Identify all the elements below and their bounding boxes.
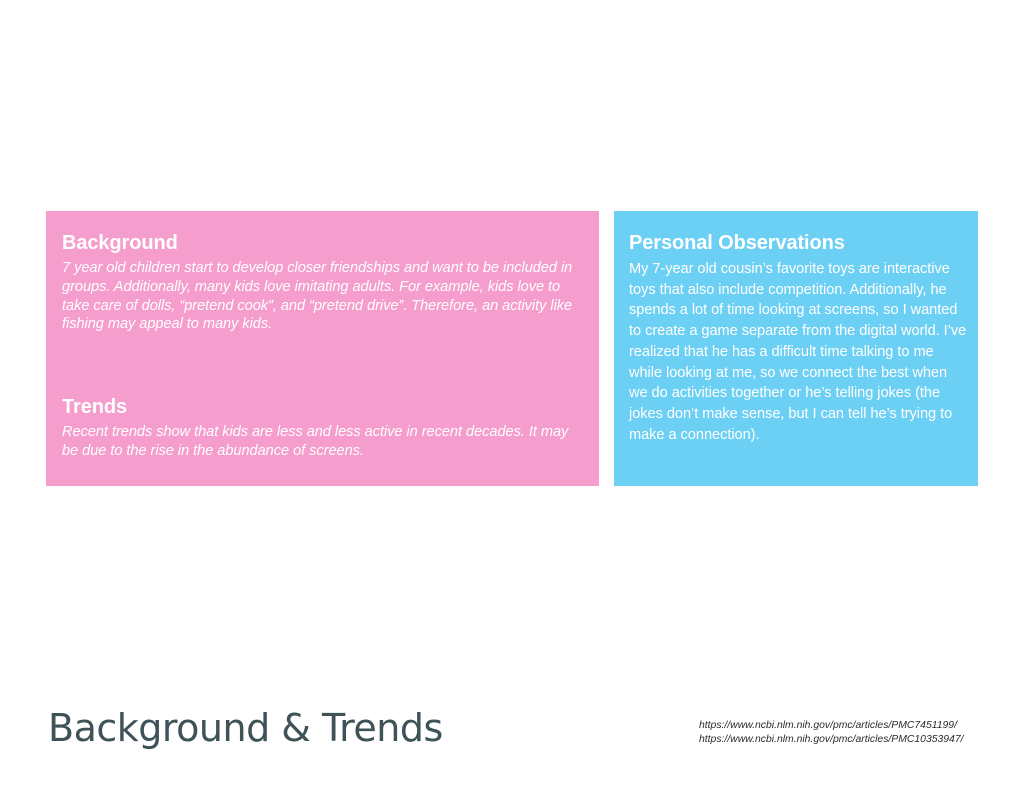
- sources-list: [699, 719, 964, 747]
- observations-heading: Personal Observations: [629, 232, 845, 254]
- background-heading: Background: [62, 232, 178, 254]
- observations-text: My 7-year old cousin’s favorite toys are interactive toys that also include competition. Additionally, he spends a lot of time looking at screens, so I wanted to create a game separate from the digital world. I’ve realized that he has a difficult time talking to me while looking at me, so we connect the best when we do activities together or he’s telling jokes (the jokes don’t make sense, but I can tell he’s trying to make a connection).: [629, 261, 967, 443]
- personal-observations-panel: [614, 211, 978, 486]
- source-link[interactable]: https://www.ncbi.nlm.nih.gov/pmc/articles/PMC10353947/: [699, 734, 964, 745]
- trends-text: Recent trends show that kids are less and less active in recent decades. It may be due to the rise in the abundance of screens.: [62, 424, 569, 459]
- page-title: Background & Trends: [48, 706, 443, 750]
- background-trends-panel: [46, 211, 599, 486]
- trends-section: [62, 395, 587, 461]
- source-link[interactable]: https://www.ncbi.nlm.nih.gov/pmc/articles/PMC7451199/: [699, 720, 957, 731]
- background-text: 7 year old children start to develop closer friendships and want to be included in groups. Additionally, many kids love imitating adults. For example, kids love to take care of dolls, “pretend cook”, and “pretend drive”. Therefore, an activity like fishing may appeal to many kids.: [62, 260, 573, 333]
- trends-heading: Trends: [62, 396, 127, 418]
